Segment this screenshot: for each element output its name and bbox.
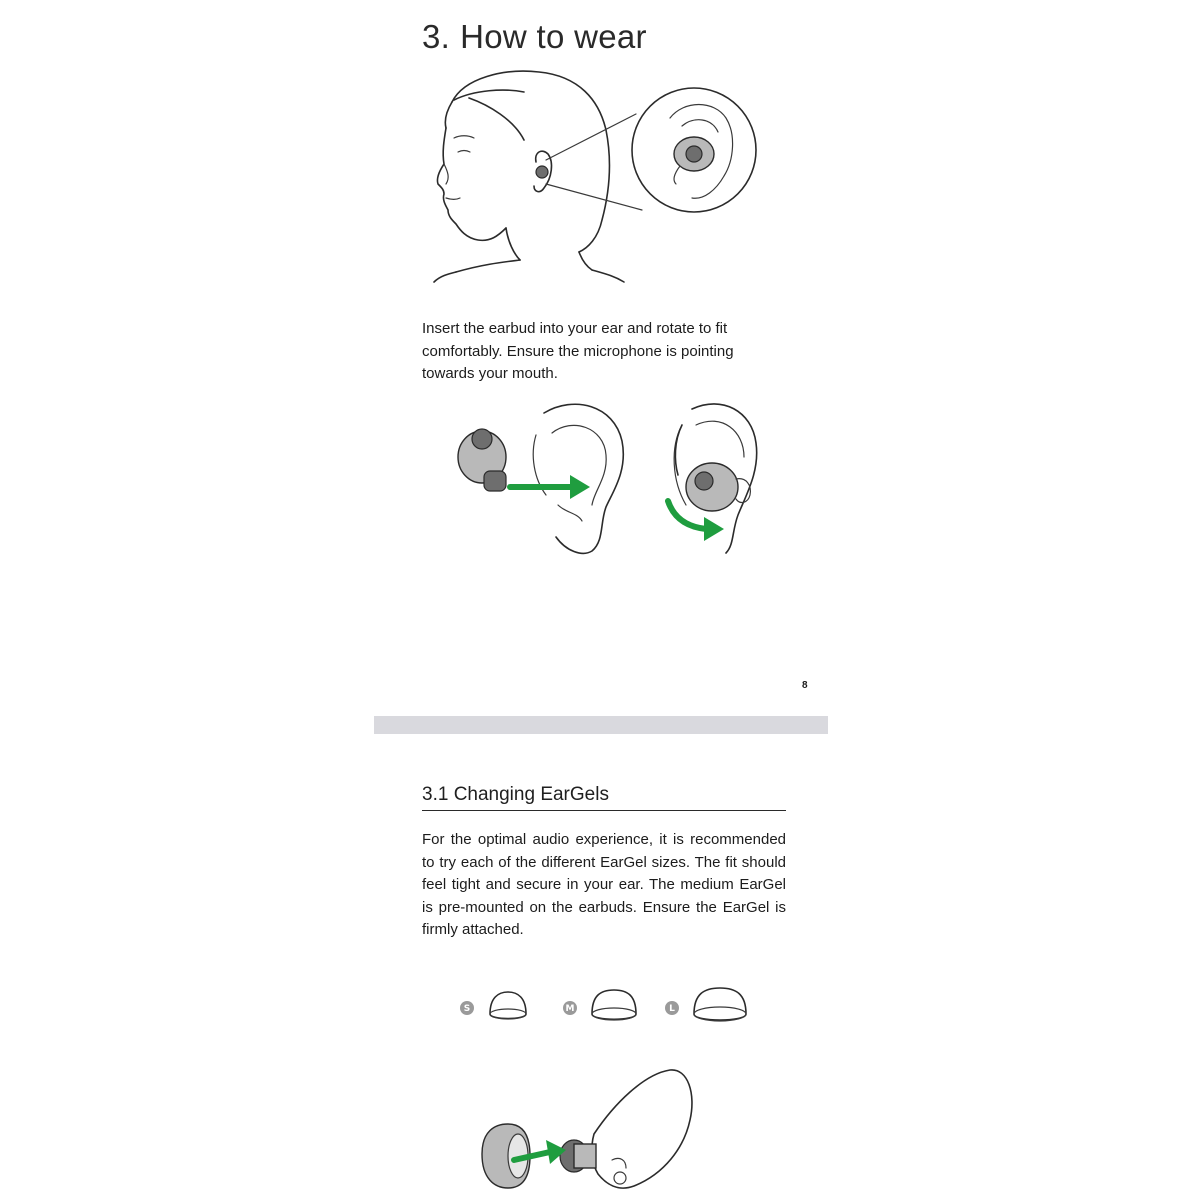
manual-page-how-to-wear: [374, 0, 828, 715]
page-number: 8: [802, 680, 808, 691]
page-divider: [374, 716, 828, 734]
section-heading: How to wear: [460, 18, 647, 55]
subsection-title: 3.1 Changing EarGels: [422, 784, 786, 811]
attach-eargel-illustration: [474, 1064, 734, 1204]
rotate-earbud-illustration: [652, 395, 782, 560]
eargel-sizes-row: [454, 984, 774, 1034]
eargel-size-letter-s: S: [463, 1004, 471, 1014]
eargel-size-letter-m: M: [565, 1004, 575, 1014]
manual-page-changing-eargels: [374, 734, 828, 1200]
eargel-size-letter-l: L: [669, 1004, 675, 1014]
head-wearing-earbud-illustration: [374, 60, 828, 360]
eargel-size-large: [665, 988, 746, 1021]
wear-instructions: Insert the earbud into your ear and rotate to fit comfortably. Ensure the microphone is pointing towards your mouth.: [422, 320, 734, 382]
insert-earbud-illustration: [454, 395, 624, 560]
eargel-instructions: For the optimal audio experience, it is recommended to try each of the different EarGel sizes. The fit should feel tight and secure in your ear. The medium EarGel is pre-mounted on the earbuds. Ensure the EarGel is firmly attached.: [422, 831, 786, 938]
eargel-size-small: [460, 992, 526, 1019]
section-number: 3.: [422, 18, 451, 55]
eargel-size-medium: [563, 990, 636, 1020]
section-title: [422, 18, 647, 56]
